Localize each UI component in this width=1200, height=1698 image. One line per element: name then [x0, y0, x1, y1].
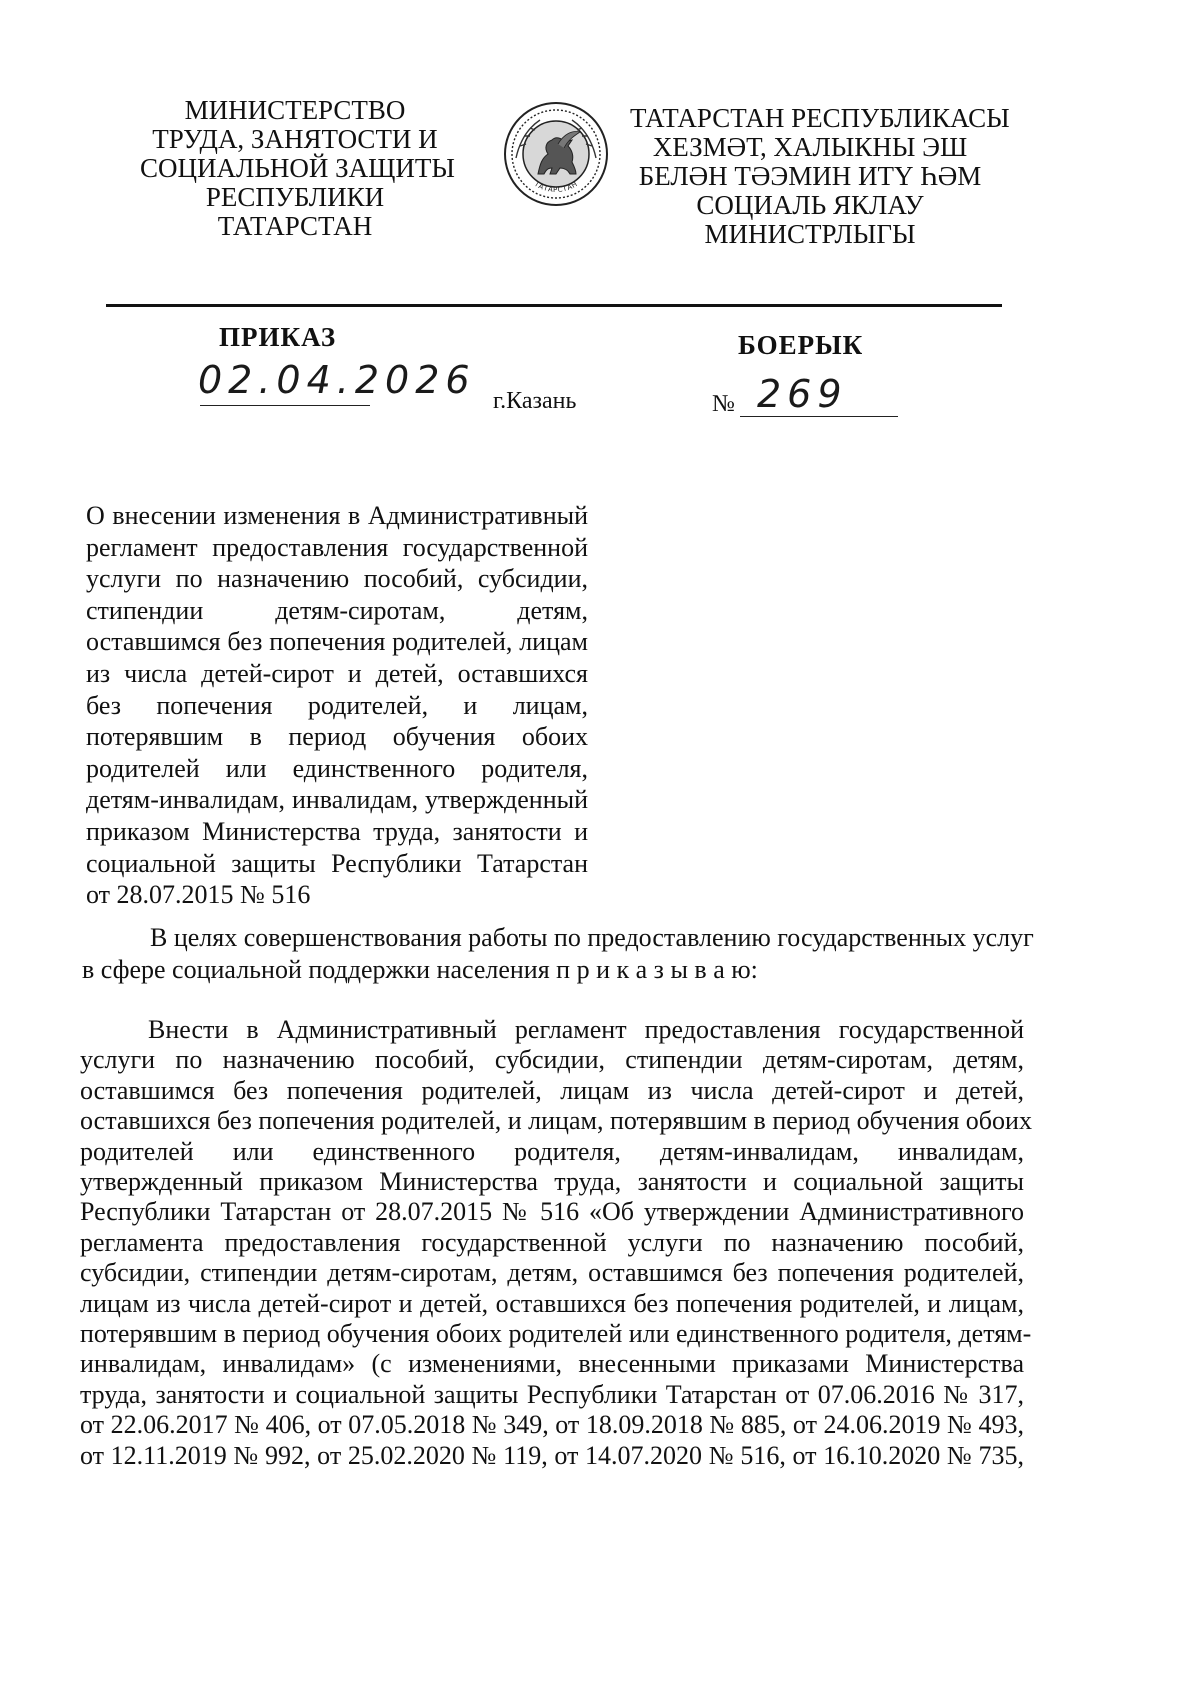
subject-line: регламент предоставления государственной [86, 532, 588, 562]
header-right-line: СОЦИАЛЬ ЯКЛАУ [696, 190, 924, 220]
date-underline [200, 405, 370, 406]
order-preamble [82, 922, 1034, 985]
handwritten-number: 269 [757, 372, 848, 416]
body-line: от 22.06.2017 № 406, от 07.05.2018 № 349, от 18.09.2018 № 885, от 24.06.2019 № 493, [80, 1410, 1024, 1440]
handwritten-date: 02.04.2026 [198, 358, 476, 402]
header-left-line: ТАТАРСТАН [217, 211, 373, 241]
ministry-name-tatar [630, 103, 1010, 249]
header-right-line: БЕЛӘН ТӘЭМИН ИТҮ ҺӘМ [638, 161, 982, 191]
emblem-ring-text: ТАТАРСТАН [532, 179, 580, 195]
order-subject [86, 500, 588, 911]
body-line: труда, занятости и социальной защиты Республики Татарстан от 07.06.2016 № 317, [80, 1379, 1024, 1409]
body-line: утвержденный приказом Министерства труда, занятости и социальной защиты [80, 1167, 1024, 1197]
subject-line: родителей или единственного родителя, [86, 753, 588, 783]
subject-line: потерявшим в период обучения обоих [86, 722, 588, 752]
subject-line: оставшимся без попечения родителей, лицам [86, 627, 588, 657]
header-right-line: МИНИСТРЛЫГЫ [704, 219, 916, 249]
document-type-russian: ПРИКАЗ [219, 322, 337, 352]
subject-line: услуги по назначению пособий, субсидии, [86, 564, 588, 594]
body-line: лицам из числа детей-сирот и детей, оставшихся без попечения родителей, и лицам, [80, 1288, 1024, 1318]
body-line: инвалидам, инвалидам» (с изменениями, внесенными приказами Министерства [80, 1349, 1024, 1379]
header-left-line: РЕСПУБЛИКИ [205, 182, 385, 212]
header-right-line: ХЕЗМӘТ, ХАЛЫКНЫ ЭШ [652, 132, 968, 162]
subject-line: детям-инвалидам, инвалидам, утвержденный [86, 785, 588, 815]
body-line: Внести в Административный регламент предоставления государственной [148, 1015, 1024, 1044]
body-line: регламента предоставления государственной услуги по назначению пособий, [80, 1227, 1024, 1257]
subject-line: О внесении изменения в Административный [86, 501, 588, 530]
body-line: услуги по назначению пособий, субсидии, стипендии детям-сиротам, детям, [80, 1045, 1024, 1075]
ministry-name-russian [140, 95, 455, 241]
coat-of-arms-icon [502, 100, 610, 208]
preamble-line: в сфере социальной поддержки населения п р и к а з ы в а ю: [82, 954, 758, 984]
subject-line: из числа детей-сирот и детей, оставшихся [86, 658, 588, 688]
header-left-line: ТРУДА, ЗАНЯТОСТИ И [152, 124, 438, 154]
subject-line: стипендии детям-сиротам, детям, [86, 595, 588, 625]
subject-line: без попечения родителей, и лицам, [86, 690, 588, 720]
header-right-line: ТАТАРСТАН РЕСПУБЛИКАСЫ [630, 103, 1010, 133]
body-line: родителей или единственного родителя, детям-инвалидам, инвалидам, [80, 1136, 1024, 1166]
header-divider [106, 304, 1002, 307]
subject-line: приказом Министерства труда, занятости и [86, 816, 588, 846]
body-line: Республики Татарстан от 28.07.2015 № 516 «Об утверждении Административного [80, 1197, 1024, 1227]
document-type-tatar: БОЕРЫК [738, 330, 864, 360]
body-line: оставшимся без попечения родителей, лицам из числа детей-сирот и детей, [80, 1075, 1024, 1105]
number-underline [740, 416, 898, 417]
number-sign: № [712, 391, 735, 417]
subject-line: социальной защиты Республики Татарстан [86, 848, 588, 878]
body-line: от 12.11.2019 № 992, от 25.02.2020 № 119, от 14.07.2020 № 516, от 16.10.2020 № 735, [80, 1440, 1024, 1470]
body-line: потерявшим в период обучения обоих родителей или единственного родителя, детям- [80, 1319, 1032, 1349]
body-line: оставшихся без попечения родителей, и лицам, потерявшим в период обучения обоих [80, 1106, 1032, 1136]
header-left-line: СОЦИАЛЬНОЙ ЗАЩИТЫ [140, 153, 455, 183]
order-body [80, 1015, 1032, 1471]
city-label: г.Казань [493, 388, 577, 414]
subject-line: от 28.07.2015 № 516 [86, 880, 311, 910]
preamble-line: В целях совершенствования работы по предоставлению государственных услуг [150, 923, 1034, 952]
header-left-line: МИНИСТЕРСТВО [184, 95, 406, 125]
body-line: субсидии, стипендии детям-сиротам, детям, оставшимся без попечения родителей, [80, 1258, 1024, 1288]
